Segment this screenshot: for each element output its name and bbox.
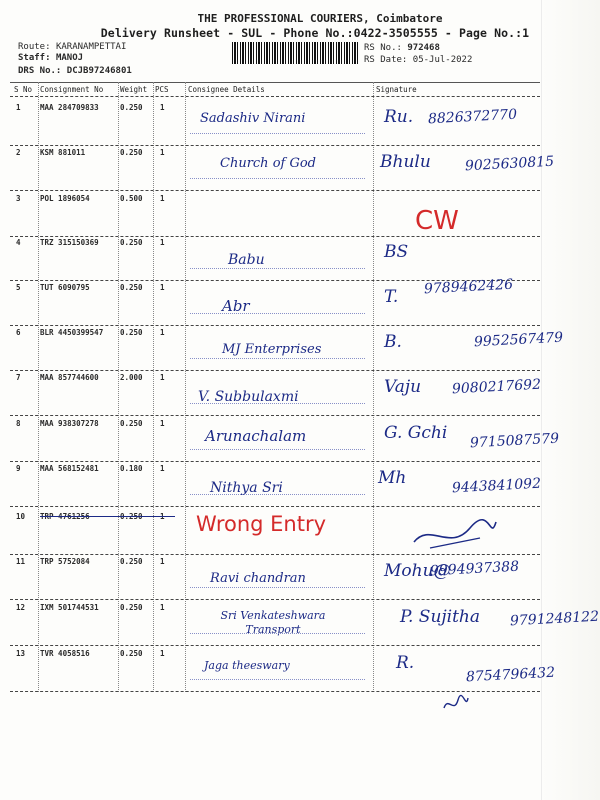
cw-mark: CW xyxy=(415,206,459,236)
row-weight: 0.250 xyxy=(120,328,143,337)
row-signature: T. xyxy=(384,287,399,307)
table-head-rule xyxy=(10,96,540,97)
row-pcs: 1 xyxy=(160,283,165,292)
row-weight: 0.250 xyxy=(120,238,143,247)
row-consignment: MAA 938307278 xyxy=(40,419,99,428)
row-pcs: 1 xyxy=(160,373,165,382)
row-consignee: Sri Venkateshwara Transport xyxy=(220,609,326,636)
consignee-underline xyxy=(190,358,365,359)
rs-date-line: RS Date: 05-Jul-2022 xyxy=(364,55,473,65)
row-consignment: TVR 4058516 xyxy=(40,649,90,658)
row-sno: 12 xyxy=(16,603,26,612)
consignee-underline xyxy=(190,403,365,404)
row-pcs: 1 xyxy=(160,603,165,612)
consignee-underline xyxy=(190,587,365,588)
barcode xyxy=(232,42,360,64)
row-sno: 8 xyxy=(16,419,21,428)
col-weight: Weight xyxy=(120,85,148,94)
row-consignment: MAA 857744600 xyxy=(40,373,99,382)
strike-through xyxy=(40,516,175,517)
row-phone: 9080217692 xyxy=(451,376,542,398)
row-sno: 11 xyxy=(16,557,26,566)
row-sno: 13 xyxy=(16,649,26,658)
row-signature: R. xyxy=(396,653,415,673)
consignee-underline xyxy=(190,679,365,680)
drs-line: DRS No.: DCJB97246801 xyxy=(18,66,132,76)
row-sno: 6 xyxy=(16,328,21,337)
row-weight: 0.250 xyxy=(120,283,143,292)
row-divider xyxy=(10,145,540,146)
row-consignment: TRP 4761256 xyxy=(40,512,90,521)
rs-no-line: RS No.: 972468 xyxy=(364,43,440,53)
consignee-underline xyxy=(190,494,365,495)
row-weight: 0.250 xyxy=(120,557,143,566)
row-weight: 0.250 xyxy=(120,649,143,658)
row-pcs: 1 xyxy=(160,238,165,247)
col-consignee: Consignee Details xyxy=(188,85,265,94)
row-pcs: 1 xyxy=(160,512,165,521)
row-pcs: 1 xyxy=(160,649,165,658)
company-title: THE PROFESSIONAL COURIERS, Coimbatore xyxy=(197,12,443,25)
row-phone: 9789462426 xyxy=(423,276,514,298)
row-signature: G. Gchi xyxy=(384,423,448,443)
row-sno: 2 xyxy=(16,148,21,157)
col-pcs: PCS xyxy=(155,85,169,94)
row-phone: 8826372770 xyxy=(427,106,518,128)
row-pcs: 1 xyxy=(160,328,165,337)
row-signature: Bhulu xyxy=(380,152,431,172)
row-consignee: Sadashiv Nirani xyxy=(200,111,306,126)
row-sno: 7 xyxy=(16,373,21,382)
row-signature: BS xyxy=(384,242,409,262)
row-consignee: Ravi chandran xyxy=(210,571,306,586)
row-weight: 0.250 xyxy=(120,603,143,612)
row-phone: 9715087579 xyxy=(469,430,560,452)
row-consignment: IXM 501744531 xyxy=(40,603,99,612)
row-weight: 0.250 xyxy=(120,148,143,157)
col-signature: Signature xyxy=(376,85,417,94)
row-weight: 0.500 xyxy=(120,194,143,203)
row-phone: 9025630815 xyxy=(464,153,555,175)
row-signature: Mohu@ xyxy=(384,561,451,581)
row-pcs: 1 xyxy=(160,194,165,203)
row-phone: 9791248122 xyxy=(509,608,600,630)
row-divider xyxy=(10,461,540,462)
row-consignment: BLR 4450399547 xyxy=(40,328,104,337)
row-divider xyxy=(10,370,540,371)
row-phone: 9994937388 xyxy=(429,558,520,580)
row-weight: 0.250 xyxy=(120,103,143,112)
row-sno: 4 xyxy=(16,238,21,247)
row-sno: 5 xyxy=(16,283,21,292)
row-divider xyxy=(10,190,540,191)
row-signature: P. Sujitha xyxy=(400,607,481,627)
route-line: Route: KARANAMPETTAI xyxy=(18,42,127,52)
row-pcs: 1 xyxy=(160,557,165,566)
scribble-mark xyxy=(410,512,500,556)
col-sno: S No xyxy=(14,85,33,94)
consignee-underline xyxy=(190,178,365,179)
initials-mark xyxy=(440,692,470,718)
row-signature: Mh xyxy=(378,468,407,488)
consignee-underline xyxy=(190,268,365,269)
row-consignment: TRP 5752084 xyxy=(40,557,90,566)
row-consignment: KSM 881011 xyxy=(40,148,86,157)
row-weight: 2.000 xyxy=(120,373,143,382)
row-divider xyxy=(10,325,540,326)
row-consignee: MJ Enterprises xyxy=(222,342,322,357)
row-consignee: Jaga theeswary xyxy=(204,659,290,672)
row-weight: 0.250 xyxy=(120,419,143,428)
row-consignment: MAA 568152481 xyxy=(40,464,99,473)
col-consignment: Consignment No xyxy=(40,85,104,94)
row-phone: 9952567479 xyxy=(473,329,564,351)
row-pcs: 1 xyxy=(160,103,165,112)
row-sno: 9 xyxy=(16,464,21,473)
row-divider xyxy=(10,506,540,507)
runsheet-title: Delivery Runsheet - SUL - Phone No.:0422-3505555 - Page No.:1 xyxy=(100,26,530,40)
row-consignee: Babu xyxy=(228,252,265,268)
col-divider xyxy=(38,82,39,692)
row-sno: 1 xyxy=(16,103,21,112)
row-weight: 0.250 xyxy=(120,512,143,521)
row-signature: B. xyxy=(384,332,402,352)
row-divider xyxy=(10,415,540,416)
row-consignment: TRZ 315150369 xyxy=(40,238,99,247)
row-phone: 8754796432 xyxy=(465,664,556,686)
col-divider xyxy=(153,82,154,692)
row-pcs: 1 xyxy=(160,419,165,428)
table-top-rule xyxy=(10,82,540,83)
row-consignment: MAA 284709833 xyxy=(40,103,99,112)
row-signature: Ru. xyxy=(384,107,414,127)
consignee-underline xyxy=(190,449,365,450)
row-pcs: 1 xyxy=(160,464,165,473)
consignee-underline xyxy=(190,313,365,314)
staff-line: Staff: MANOJ xyxy=(18,53,84,63)
row-sno: 10 xyxy=(16,512,26,521)
consignee-underline xyxy=(190,133,365,134)
col-divider xyxy=(185,82,186,692)
col-divider xyxy=(373,82,374,692)
col-divider xyxy=(118,82,119,692)
row-sno: 3 xyxy=(16,194,21,203)
row-pcs: 1 xyxy=(160,148,165,157)
row-consignee: Abr xyxy=(222,297,250,315)
row-consignment: POL 1896054 xyxy=(40,194,90,203)
row-divider xyxy=(10,236,540,237)
consignee-underline xyxy=(190,633,365,634)
row-phone: 9443841092 xyxy=(451,475,542,497)
row-consignment: TUT 6090795 xyxy=(40,283,90,292)
row-signature: Vaju xyxy=(384,377,422,397)
row-divider xyxy=(10,645,540,646)
row-divider xyxy=(10,599,540,600)
wrong-entry-mark: Wrong Entry xyxy=(196,512,327,536)
row-weight: 0.180 xyxy=(120,464,143,473)
row-consignee: Arunachalam xyxy=(205,427,307,445)
row-consignee: Church of God xyxy=(220,156,316,171)
row-consignee: Nithya Sri xyxy=(210,480,283,496)
row-consignee: V. Subbulaxmi xyxy=(198,389,299,405)
